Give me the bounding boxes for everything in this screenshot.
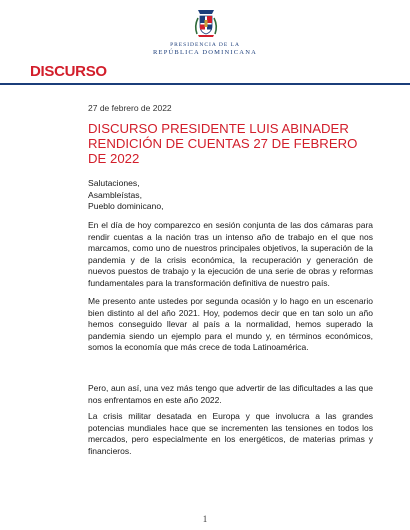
body-paragraph: En el día de hoy comparezco en sesión conjunta de las dos cámaras para rendir cuentas a la nación tras un intenso año de trabajo en el que nos marcamos, como uno de nuestros principales objetivos, la superación de la pandemia y de la crisis económica, la recuperación y generación de nuevos puestos de trabajo y la ejecución de una serie de obras y reformas fundamentales para la transformación definitiva de nuestro país. — [88, 220, 373, 288]
body-paragraph: Pero, aun así, una vez más tengo que advertir de las dificultades a las que nos enfrentamos en este año 2022. — [88, 383, 373, 405]
header-divider — [0, 83, 410, 85]
organization-name-line1: PRESIDENCIA DE LA — [170, 42, 240, 48]
body-paragraph: Me presento ante ustedes por segunda ocasión y lo hago en un escenario bien distinto al del año 2021. Hoy, podemos decir que en tan solo un año hemos conseguido llevar al país a la normalidad, hemos superado la pandemia siendo un ejemplo para el mundo y, en términos económicos, somos la economía que más crece de toda Latinoamérica. — [88, 296, 373, 353]
coat-of-arms-icon — [192, 6, 220, 38]
organization-name-line2: REPÚBLICA DOMINICANA — [153, 49, 257, 56]
salutations — [88, 178, 164, 213]
body-paragraph: La crisis militar desatada en Europa y que involucra a las grandes potencias mundiales hace que se incrementen las tensiones en todos los mercados, pero especialmente en los energéticos, de materias primas y financieros. — [88, 411, 373, 456]
page-number: 1 — [202, 514, 208, 524]
document-title: DISCURSO PRESIDENTE LUIS ABINADER RENDICIÓN DE CUENTAS 27 DE FEBRERO DE 2022 — [88, 121, 358, 166]
document-date: 27 de febrero de 2022 — [88, 103, 172, 113]
salutation-line: Asambleístas, — [88, 189, 142, 200]
section-label: DISCURSO — [30, 63, 107, 80]
salutation-line: Salutaciones, — [88, 178, 140, 188]
salutation-line: Pueblo dominicano, — [88, 201, 164, 212]
